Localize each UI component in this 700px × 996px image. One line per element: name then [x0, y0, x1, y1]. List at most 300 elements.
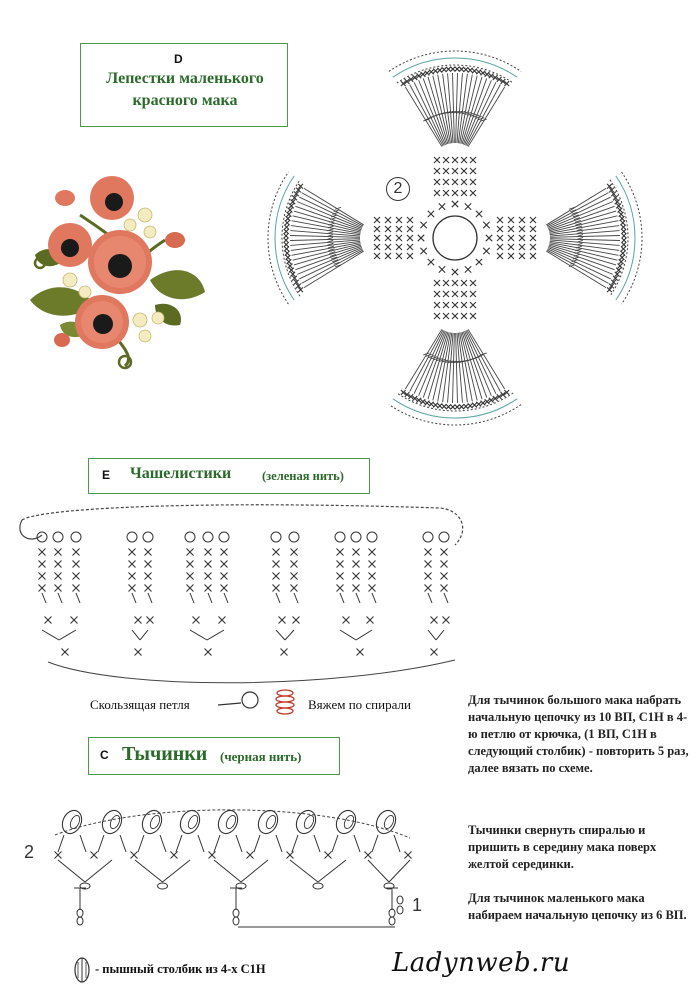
sc-stitch-symbol — [298, 287, 303, 292]
sc-stitch-symbol — [286, 216, 291, 221]
sc-stitch-symbol — [367, 617, 374, 624]
sc-stitch-symbol — [187, 549, 194, 556]
motif-petal-fan — [389, 280, 521, 425]
sc-stitch-symbol — [289, 204, 294, 209]
sc-stitch-symbol — [396, 253, 402, 259]
sc-stitch-symbol — [135, 649, 142, 656]
puff-stitch-symbol — [439, 532, 449, 542]
sc-stitch-symbol — [618, 208, 623, 213]
sc-stitch-symbol — [470, 179, 476, 185]
sc-stitch-symbol — [385, 253, 391, 259]
sc-stitch-symbol — [607, 287, 612, 292]
stamen-base-left — [58, 860, 85, 882]
sc-stitch-symbol — [622, 238, 627, 243]
sc-stitch-symbol — [425, 573, 432, 580]
puff-stitch-symbol — [53, 532, 63, 542]
sc-stitch-symbol — [187, 573, 194, 580]
sc-stitch-symbol — [73, 573, 80, 580]
sc-stitch-symbol — [187, 585, 194, 592]
sc-stitch-symbol — [621, 246, 626, 251]
sc-stitch-symbol — [434, 313, 440, 319]
sc-stitch-symbol — [497, 217, 503, 223]
sc-stitch-symbol — [219, 617, 226, 624]
puff-stitch-symbol — [37, 532, 47, 542]
stamen-loop — [372, 807, 412, 858]
stamens-chain-arc — [55, 810, 410, 838]
sc-stitch-symbol — [504, 81, 509, 86]
sc-stitch-symbol — [416, 398, 421, 403]
sc-stitch-symbol — [396, 235, 402, 241]
footnote-text: - пышный столбик из 4-х С1Н — [95, 962, 266, 976]
sc-stitch-symbol — [396, 244, 402, 250]
sc-stitch-symbol — [497, 226, 503, 232]
stamen-petal-loop — [177, 807, 203, 836]
sc-stitch-symbol — [408, 394, 413, 399]
sc-stitch-symbol — [284, 242, 289, 247]
sc-stitch-symbol — [615, 272, 620, 277]
watermark: Ladynweb.ru — [392, 948, 571, 978]
stamens-row-label-1: 1 — [412, 895, 423, 915]
sc-stitch-symbol — [485, 72, 490, 77]
sc-stitch-symbol — [446, 404, 451, 409]
sc-stitch-symbol — [291, 573, 298, 580]
sc-stitch-symbol — [291, 585, 298, 592]
sc-stitch-symbol — [452, 157, 458, 163]
sc-stitch-symbol — [55, 573, 62, 580]
sc-stitch-symbol — [497, 253, 503, 259]
sc-stitch-symbol — [481, 401, 486, 406]
sc-stitch-symbol — [465, 266, 471, 272]
chain-stitch-symbol — [384, 883, 394, 889]
sepal-stitch-group — [423, 532, 450, 640]
stamen-loop — [58, 807, 98, 858]
sc-stitch-symbol — [441, 561, 448, 568]
sc-stitch-symbol — [291, 549, 298, 556]
spiral-label: Вяжем по спирали — [308, 697, 411, 712]
stamen-base-right — [163, 860, 191, 882]
sc-stitch-symbol — [452, 302, 458, 308]
sc-stitch-symbol — [443, 190, 449, 196]
stamen-petal-loop — [59, 807, 85, 836]
sc-stitch-symbol — [337, 549, 344, 556]
stamen-puff — [224, 814, 237, 830]
stamen-petal-loop — [293, 807, 319, 836]
stamen-petal-loop — [255, 807, 281, 836]
sc-stitch-symbol — [434, 291, 440, 297]
sc-stitch-symbol — [493, 396, 498, 401]
sc-stitch-symbol — [461, 190, 467, 196]
chain-stitch-symbol — [236, 883, 246, 889]
sc-stitch-symbol — [434, 179, 440, 185]
stamen-puff — [342, 814, 355, 830]
sc-stitch-symbol — [39, 561, 46, 568]
stamen-loop — [176, 807, 216, 858]
sc-stitch-symbol — [145, 561, 152, 568]
sc-stitch-symbol — [497, 235, 503, 241]
stamen-puff — [382, 814, 395, 830]
sepal-stitch-group — [127, 532, 154, 640]
sc-stitch-symbol — [443, 168, 449, 174]
sc-stitch-symbol — [412, 75, 417, 80]
sc-stitch-symbol — [609, 284, 614, 289]
sc-stitch-symbol — [441, 573, 448, 580]
stamen-puff — [186, 814, 199, 830]
sc-stitch-symbol — [439, 266, 445, 272]
sc-stitch-symbol — [461, 313, 467, 319]
sc-stitch-symbol — [412, 396, 417, 401]
sc-stitch-symbol — [357, 649, 364, 656]
motif-petal-fan — [389, 51, 521, 196]
sc-stitch-symbol — [147, 617, 154, 624]
sc-stitch-symbol — [374, 226, 380, 232]
sc-stitch-symbol — [461, 168, 467, 174]
sc-stitch-symbol — [39, 573, 46, 580]
sc-stitch-symbol — [420, 248, 426, 254]
sc-stitch-symbol — [493, 75, 498, 80]
sc-stitch-symbol — [501, 392, 506, 397]
stamen-petal-loop — [333, 807, 359, 836]
sc-stitch-symbol — [401, 390, 406, 395]
sc-stitch-symbol — [71, 617, 78, 624]
sc-stitch-symbol — [285, 251, 290, 256]
sc-stitch-symbol — [374, 253, 380, 259]
sc-stitch-symbol — [615, 199, 620, 204]
sc-stitch-symbol — [519, 226, 525, 232]
section-c-title: Тычинки — [122, 743, 208, 765]
sepal-stitch-group — [37, 532, 81, 640]
sc-stitch-symbol — [470, 313, 476, 319]
sc-stitch-symbol — [285, 220, 290, 225]
sc-stitch-symbol — [621, 242, 626, 247]
sc-stitch-symbol — [353, 561, 360, 568]
sc-stitch-symbol — [221, 549, 228, 556]
stamen-petal-loop — [99, 807, 125, 836]
sc-stitch-symbol — [129, 573, 136, 580]
sc-stitch-symbol — [171, 852, 178, 859]
sc-stitch-symbol — [621, 225, 626, 230]
sc-stitch-symbol — [497, 244, 503, 250]
sc-stitch-symbol — [273, 573, 280, 580]
sc-stitch-symbol — [519, 253, 525, 259]
sc-stitch-symbol — [273, 561, 280, 568]
sc-stitch-symbol — [374, 217, 380, 223]
sc-stitch-symbol — [452, 291, 458, 297]
sc-stitch-symbol — [434, 157, 440, 163]
sc-stitch-symbol — [294, 280, 299, 285]
sc-stitch-symbol — [613, 276, 618, 281]
sc-stitch-symbol — [428, 259, 434, 265]
sc-stitch-symbol — [287, 852, 294, 859]
sc-stitch-symbol — [291, 561, 298, 568]
puff-stitch-symbol — [351, 532, 361, 542]
sc-stitch-symbol — [385, 226, 391, 232]
sc-stitch-symbol — [221, 561, 228, 568]
sc-stitch-symbol — [530, 217, 536, 223]
stamen-stem — [230, 888, 242, 925]
stamen-puff — [108, 814, 121, 830]
sc-stitch-symbol — [470, 157, 476, 163]
sc-stitch-symbol — [145, 585, 152, 592]
puff-stitch-symbol — [423, 532, 433, 542]
sc-stitch-symbol — [508, 217, 514, 223]
sc-stitch-symbol — [73, 585, 80, 592]
sc-stitch-symbol — [616, 204, 621, 209]
stamen-puff — [302, 814, 315, 830]
sc-stitch-symbol — [618, 264, 623, 269]
sc-stitch-symbol — [408, 77, 413, 82]
sc-stitch-symbol — [607, 184, 612, 189]
sc-stitch-symbol — [620, 216, 625, 221]
sc-stitch-symbol — [497, 394, 502, 399]
sc-stitch-symbol — [476, 69, 481, 74]
sc-stitch-symbol — [193, 617, 200, 624]
sc-stitch-symbol — [421, 72, 426, 77]
sc-stitch-symbol — [461, 291, 467, 297]
sc-stitch-symbol — [353, 585, 360, 592]
sc-stitch-symbol — [504, 390, 509, 395]
section-d-letter: D — [174, 52, 183, 66]
sepal-stitch-group — [335, 532, 377, 640]
sc-stitch-symbol — [209, 852, 216, 859]
sc-stitch-symbol — [620, 251, 625, 256]
sc-stitch-symbol — [486, 235, 492, 241]
sc-stitch-symbol — [284, 246, 289, 251]
sc-stitch-symbol — [55, 561, 62, 568]
puff-stitch-symbol — [271, 532, 281, 542]
sc-stitch-symbol — [205, 561, 212, 568]
sc-stitch-symbol — [441, 585, 448, 592]
section-d-title-line2: красного мака — [132, 92, 238, 109]
sc-stitch-symbol — [428, 211, 434, 217]
sc-stitch-symbol — [284, 225, 289, 230]
sc-stitch-symbol — [452, 190, 458, 196]
sc-stitch-symbol — [425, 401, 430, 406]
section-c-note: (черная нить) — [220, 749, 302, 764]
sc-stitch-symbol — [508, 226, 514, 232]
sc-stitch-symbol — [292, 276, 297, 281]
sc-stitch-symbol — [452, 179, 458, 185]
stamen-loop — [292, 807, 332, 858]
sc-stitch-symbol — [481, 71, 486, 76]
stamen-loop — [254, 807, 294, 858]
sc-stitch-symbol — [247, 852, 254, 859]
sc-stitch-symbol — [205, 585, 212, 592]
sc-stitch-symbol — [281, 649, 288, 656]
sc-stitch-symbol — [429, 402, 434, 407]
sc-stitch-symbol — [131, 852, 138, 859]
sc-stitch-symbol — [609, 188, 614, 193]
sc-stitch-symbol — [353, 549, 360, 556]
sc-stitch-symbol — [483, 248, 489, 254]
sc-stitch-symbol — [433, 69, 438, 74]
instruction-paragraph-3: Для тычинок маленького мака набираем начальную цепочку из 6 ВП. — [468, 891, 687, 922]
sc-stitch-symbol — [519, 244, 525, 250]
sc-stitch-symbol — [385, 217, 391, 223]
sc-stitch-symbol — [298, 184, 303, 189]
sc-stitch-symbol — [374, 244, 380, 250]
sc-stitch-symbol — [468, 403, 473, 408]
section-d-title-line1: Лепестки маленького — [106, 70, 264, 87]
sc-stitch-symbol — [433, 403, 438, 408]
stamen-loop — [138, 807, 178, 858]
sc-stitch-symbol — [418, 235, 424, 241]
sc-stitch-symbol — [284, 233, 289, 238]
sc-stitch-symbol — [135, 617, 142, 624]
sc-stitch-symbol — [421, 399, 426, 404]
sc-stitch-symbol — [407, 244, 413, 250]
sc-stitch-symbol — [530, 235, 536, 241]
sc-stitch-symbol — [205, 573, 212, 580]
sc-stitch-symbol — [463, 404, 468, 409]
sc-stitch-symbol — [620, 220, 625, 225]
sc-stitch-symbol — [452, 201, 458, 207]
sc-stitch-symbol — [369, 573, 376, 580]
sc-stitch-symbol — [284, 238, 289, 243]
sc-stitch-symbol — [205, 549, 212, 556]
sc-stitch-symbol — [369, 585, 376, 592]
sc-stitch-symbol — [337, 585, 344, 592]
sc-stitch-symbol — [450, 405, 455, 410]
sc-stitch-symbol — [497, 77, 502, 82]
sc-stitch-symbol — [530, 244, 536, 250]
stamen-puff — [264, 814, 277, 830]
sc-stitch-symbol — [405, 852, 412, 859]
sc-stitch-symbol — [443, 302, 449, 308]
sc-stitch-symbol — [294, 191, 299, 196]
sc-stitch-symbol — [145, 549, 152, 556]
sc-stitch-symbol — [620, 255, 625, 260]
sc-stitch-symbol — [353, 573, 360, 580]
puff-stitch-symbol — [203, 532, 213, 542]
sc-stitch-symbol — [489, 73, 494, 78]
sepals-base-arc — [48, 660, 455, 683]
sc-stitch-symbol — [455, 405, 460, 410]
sc-stitch-symbol — [374, 235, 380, 241]
sc-stitch-symbol — [461, 179, 467, 185]
sc-stitch-symbol — [459, 67, 464, 72]
sc-stitch-symbol — [407, 253, 413, 259]
sc-stitch-symbol — [434, 280, 440, 286]
sc-stitch-symbol — [489, 398, 494, 403]
motif-petal-fan — [497, 172, 642, 304]
stamen-loop — [98, 807, 138, 858]
stamen-loop — [332, 807, 372, 858]
sc-stitch-symbol — [459, 404, 464, 409]
sc-stitch-symbol — [284, 229, 289, 234]
sc-stitch-symbol — [461, 302, 467, 308]
sc-stitch-symbol — [452, 280, 458, 286]
sc-stitch-symbol — [337, 561, 344, 568]
stamen-row-start — [55, 852, 62, 859]
stamen-puff — [148, 814, 161, 830]
sc-stitch-symbol — [501, 79, 506, 84]
sc-stitch-symbol — [434, 302, 440, 308]
stamen-base-left — [368, 860, 389, 882]
sc-stitch-symbol — [290, 272, 295, 277]
sepal-stitch-group — [185, 532, 229, 640]
sc-stitch-symbol — [325, 852, 332, 859]
puff-stitch-symbol — [143, 532, 153, 542]
sc-stitch-symbol — [62, 649, 69, 656]
stamens-row-label-2: 2 — [24, 842, 35, 862]
sepals-chain-arc — [22, 505, 463, 545]
stamen-base-right — [318, 860, 346, 882]
sc-stitch-symbol — [470, 302, 476, 308]
sc-stitch-symbol — [621, 229, 626, 234]
stamen-base-right — [389, 860, 410, 882]
section-e-title: Чашелистики — [130, 465, 232, 482]
sc-stitch-symbol — [622, 233, 627, 238]
sc-stitch-symbol — [290, 199, 295, 204]
sc-stitch-symbol — [508, 253, 514, 259]
sc-stitch-symbol — [437, 68, 442, 73]
instruction-paragraph-2: Тычинки свернуть спиралью и пришить в середину мака поверх желтой серединки. — [468, 823, 657, 871]
sc-stitch-symbol — [508, 244, 514, 250]
sc-stitch-symbol — [205, 649, 212, 656]
stamen-base-left — [290, 860, 318, 882]
sc-stitch-symbol — [129, 585, 136, 592]
stamen-petal-loop — [373, 807, 399, 836]
sc-stitch-symbol — [288, 208, 293, 213]
sc-stitch-symbol — [296, 188, 301, 193]
sc-stitch-symbol — [405, 79, 410, 84]
sc-stitch-symbol — [293, 617, 300, 624]
sc-stitch-symbol — [470, 291, 476, 297]
sc-stitch-symbol — [463, 67, 468, 72]
section-e-note: (зеленая нить) — [262, 469, 344, 483]
sc-stitch-symbol — [39, 549, 46, 556]
sc-stitch-symbol — [508, 235, 514, 241]
sc-stitch-symbol — [443, 157, 449, 163]
sc-stitch-symbol — [446, 67, 451, 72]
chain-stitch-symbol — [158, 883, 168, 889]
sc-stitch-symbol — [611, 191, 616, 196]
stamen-stem — [386, 888, 398, 925]
stamen-loop — [214, 807, 254, 858]
sc-stitch-symbol — [425, 561, 432, 568]
sc-stitch-symbol — [145, 573, 152, 580]
stamen-base-right — [241, 860, 268, 882]
sc-stitch-symbol — [129, 561, 136, 568]
sc-stitch-symbol — [443, 179, 449, 185]
motif-center-ring — [433, 216, 477, 260]
sc-stitch-symbol — [470, 168, 476, 174]
sc-stitch-symbol — [279, 617, 286, 624]
sc-stitch-symbol — [530, 253, 536, 259]
stamen-stem — [74, 888, 86, 925]
sc-stitch-symbol — [443, 313, 449, 319]
sc-stitch-symbol — [431, 649, 438, 656]
sc-stitch-symbol — [55, 585, 62, 592]
stamen-base-right — [85, 860, 112, 882]
sc-stitch-symbol — [452, 313, 458, 319]
sc-stitch-symbol — [286, 212, 291, 217]
sc-stitch-symbol — [407, 217, 413, 223]
round-marker-2: 2 — [386, 177, 410, 201]
sc-stitch-symbol — [365, 852, 372, 859]
sc-stitch-symbol — [39, 585, 46, 592]
sc-stitch-symbol — [476, 259, 482, 265]
sc-stitch-symbol — [429, 69, 434, 74]
sc-stitch-symbol — [611, 280, 616, 285]
sc-stitch-symbol — [55, 549, 62, 556]
sc-stitch-symbol — [470, 190, 476, 196]
sc-stitch-symbol — [476, 402, 481, 407]
sc-stitch-symbol — [434, 190, 440, 196]
puff-stitch-symbol — [219, 532, 229, 542]
sc-stitch-symbol — [455, 67, 460, 72]
stamen-puff — [68, 814, 81, 830]
